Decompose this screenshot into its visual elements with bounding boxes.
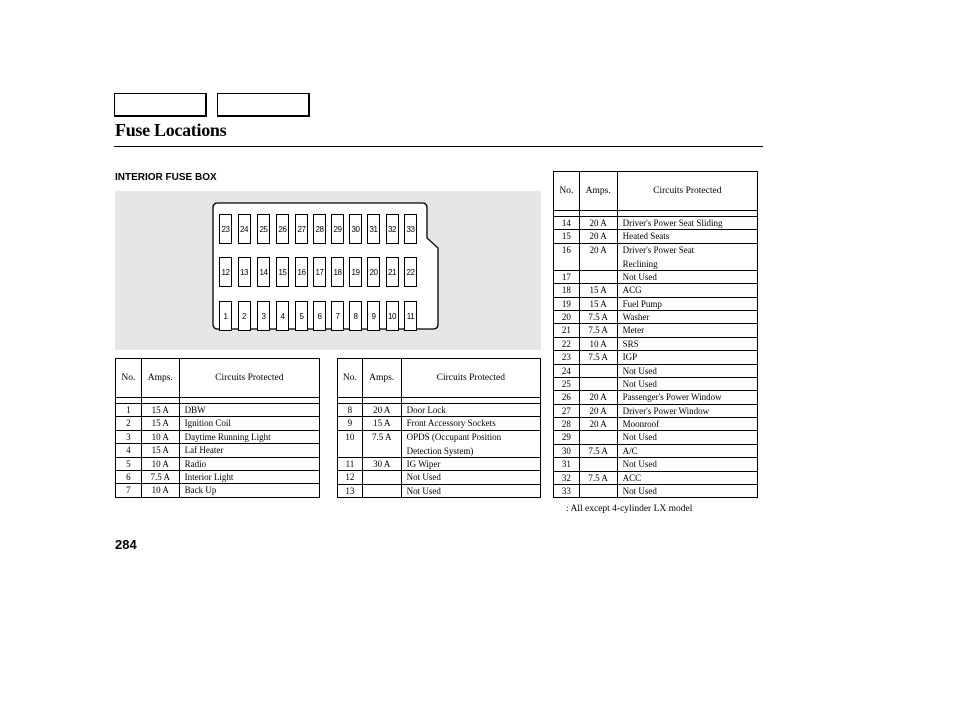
- circuit-line: Not Used: [622, 271, 657, 282]
- circuit-protected: [617, 310, 757, 323]
- fuse-number: 28: [554, 418, 580, 431]
- fuse-slot: 16: [295, 257, 308, 287]
- fuse-number: 1: [116, 404, 142, 417]
- circuit-protected: [179, 457, 319, 470]
- fuse-amps: 15 A: [579, 297, 617, 310]
- circuit-line: Not Used: [406, 472, 441, 483]
- circuit-protected: [617, 471, 757, 484]
- fuse-amps: 20 A: [579, 391, 617, 404]
- fuse-amps: 15 A: [141, 444, 179, 457]
- fuse-amps: 7.5 A: [579, 324, 617, 337]
- fuse-number: 5: [116, 457, 142, 470]
- fuse-slot: 15: [276, 257, 289, 287]
- fuse-amps: [579, 485, 617, 498]
- circuit-line-2: Reclining: [622, 258, 658, 269]
- fuse-amps: 20 A: [579, 404, 617, 417]
- circuit-protected: [617, 243, 757, 270]
- fuse-number: 26: [554, 391, 580, 404]
- fuse-number: 3: [116, 430, 142, 443]
- fuse-slot: 30: [349, 214, 362, 244]
- circuit-line: Meter: [622, 325, 645, 336]
- table-row: [338, 404, 541, 417]
- fuse-amps: 20 A: [362, 404, 401, 417]
- fuse-slot: 26: [276, 214, 289, 244]
- circuit-line: Washer: [622, 311, 650, 322]
- fuse-amps: [579, 431, 617, 444]
- table-row: [116, 470, 320, 483]
- fuse-amps: [362, 471, 401, 484]
- circuit-protected: [179, 470, 319, 483]
- fuse-number: 20: [554, 310, 580, 323]
- fuse-table-middle: [337, 358, 541, 498]
- fuse-slot: 31: [367, 214, 380, 244]
- fuse-amps: 10 A: [141, 430, 179, 443]
- fuse-slot: 10: [386, 301, 399, 331]
- nav-tab-2[interactable]: [217, 93, 310, 117]
- circuit-line: IG Wiper: [406, 458, 441, 469]
- circuit-line: Back Up: [184, 485, 217, 496]
- fuse-table-left: [115, 358, 320, 498]
- fuse-number: 22: [554, 337, 580, 350]
- fuse-amps: 7.5 A: [579, 444, 617, 457]
- circuit-protected: [401, 457, 540, 470]
- circuit-line: Laf Heater: [184, 445, 224, 456]
- fuse-amps: 20 A: [579, 217, 617, 230]
- circuit-line: Not Used: [622, 486, 657, 497]
- fuse-number: 8: [338, 404, 363, 417]
- fuse-amps: 10 A: [141, 484, 179, 497]
- circuit-protected: [179, 444, 319, 457]
- fuse-number: 23: [554, 351, 580, 364]
- col-header-no: No.: [116, 359, 142, 398]
- fuse-slot: 19: [349, 257, 362, 287]
- table-row: [554, 485, 758, 498]
- table-row: [554, 471, 758, 484]
- fuse-number: 25: [554, 377, 580, 390]
- fuse-number: 7: [116, 484, 142, 497]
- circuit-line: SRS: [622, 338, 639, 349]
- fuse-slot: 21: [386, 257, 399, 287]
- fuse-number: 9: [338, 417, 363, 430]
- circuit-line: Interior Light: [184, 471, 234, 482]
- fuse-amps: 7.5 A: [579, 310, 617, 323]
- circuit-line-2: Detection System): [406, 445, 474, 456]
- table-row: [554, 297, 758, 310]
- fuse-amps: [579, 364, 617, 377]
- fuse-amps: 15 A: [362, 417, 401, 430]
- circuit-protected: [401, 404, 540, 417]
- circuit-line: OPDS (Occupant Position: [406, 431, 502, 442]
- fuse-amps: 10 A: [579, 337, 617, 350]
- table-row: [116, 457, 320, 470]
- fuse-slot: 28: [313, 214, 326, 244]
- fuse-number: 11: [338, 457, 363, 470]
- circuit-protected: [617, 458, 757, 471]
- table-row: [116, 484, 320, 497]
- fuse-number: 13: [338, 484, 363, 497]
- circuit-line: IGP: [622, 352, 638, 363]
- table-row: [338, 471, 541, 484]
- table-row: [116, 430, 320, 443]
- circuit-line: Door Lock: [406, 405, 446, 415]
- table-row: [554, 458, 758, 471]
- fuse-slot: 29: [331, 214, 344, 244]
- fuse-slot: 4: [276, 301, 289, 331]
- col-header-circuits: Circuits Protected: [617, 172, 757, 211]
- circuit-protected: [617, 297, 757, 310]
- fuse-slot: 3: [257, 301, 270, 331]
- table-row: [554, 284, 758, 297]
- fuse-slot: 17: [313, 257, 326, 287]
- circuit-protected: [179, 404, 319, 417]
- fuse-amps: 7.5 A: [579, 351, 617, 364]
- circuit-protected: [617, 270, 757, 283]
- circuit-line: Daytime Running Light: [184, 431, 271, 442]
- title-divider: [114, 146, 763, 147]
- circuit-protected: [617, 485, 757, 498]
- fuse-box-diagram: [115, 191, 541, 350]
- circuit-protected: [617, 377, 757, 390]
- fuse-number: 18: [554, 284, 580, 297]
- circuit-line: Not Used: [622, 365, 657, 376]
- fuse-amps: 15 A: [579, 284, 617, 297]
- fuse-table-right: [553, 171, 758, 498]
- circuit-line: Driver's Power Seat: [622, 244, 695, 255]
- table-row: [116, 417, 320, 430]
- nav-tab-1[interactable]: [114, 93, 207, 117]
- fuse-amps: 10 A: [141, 457, 179, 470]
- circuit-protected: [617, 418, 757, 431]
- circuit-protected: [617, 217, 757, 230]
- fuse-number: 12: [338, 471, 363, 484]
- table-row: [554, 270, 758, 283]
- page-title: Fuse Locations: [115, 120, 227, 140]
- table-row: [554, 337, 758, 350]
- circuit-protected: [617, 404, 757, 417]
- circuit-protected: [617, 364, 757, 377]
- fuse-slot: 1: [219, 301, 232, 331]
- fuse-number: 27: [554, 404, 580, 417]
- circuit-protected: [401, 417, 540, 430]
- col-header-no: No.: [338, 359, 363, 398]
- fuse-slot: 5: [295, 301, 308, 331]
- table-row: [554, 230, 758, 243]
- fuse-amps: 7.5 A: [362, 430, 401, 457]
- table-row: [116, 444, 320, 457]
- fuse-slot: 23: [219, 214, 232, 244]
- fuse-amps: [362, 484, 401, 497]
- fuse-number: 14: [554, 217, 580, 230]
- fuse-amps: [579, 458, 617, 471]
- fuse-slot: 2: [238, 301, 251, 331]
- table-row: [116, 404, 320, 417]
- circuit-line: ACC: [622, 472, 642, 483]
- table-row: [338, 457, 541, 470]
- circuit-line: Heated Seats: [622, 231, 670, 242]
- fuse-slot: 25: [257, 214, 270, 244]
- fuse-number: 29: [554, 431, 580, 444]
- circuit-protected: [617, 391, 757, 404]
- circuit-line: Moonroof: [622, 419, 660, 430]
- fuse-slot: 7: [331, 301, 344, 331]
- circuit-line: Driver's Power Window: [622, 405, 710, 416]
- fuse-slot: 12: [219, 257, 232, 287]
- fuse-number: 10: [338, 430, 363, 457]
- col-header-amps: Amps.: [141, 359, 179, 398]
- table-row: [554, 391, 758, 404]
- circuit-protected: [401, 471, 540, 484]
- circuit-protected: [617, 431, 757, 444]
- table-row: [554, 377, 758, 390]
- col-header-no: No.: [554, 172, 580, 211]
- fuse-number: 2: [116, 417, 142, 430]
- fuse-amps: [579, 270, 617, 283]
- circuit-line: ACG: [622, 285, 642, 296]
- table-row: [554, 310, 758, 323]
- circuit-line: A/C: [622, 445, 638, 456]
- footnote: : All except 4-cylinder LX model: [566, 504, 693, 514]
- table-row: [554, 243, 758, 270]
- circuit-protected: [179, 484, 319, 497]
- fuse-number: 24: [554, 364, 580, 377]
- fuse-number: 15: [554, 230, 580, 243]
- circuit-line: DBW: [184, 405, 206, 415]
- fuse-slot: 11: [404, 301, 417, 331]
- circuit-protected: [179, 430, 319, 443]
- fuse-slot: 9: [367, 301, 380, 331]
- fuse-number: 21: [554, 324, 580, 337]
- section-label: INTERIOR FUSE BOX: [115, 172, 217, 183]
- fuse-number: 17: [554, 270, 580, 283]
- fuse-slot: 33: [404, 214, 417, 244]
- circuit-protected: [617, 230, 757, 243]
- table-row: [554, 324, 758, 337]
- fuse-amps: 15 A: [141, 417, 179, 430]
- fuse-number: 4: [116, 444, 142, 457]
- fuse-number: 16: [554, 243, 580, 270]
- circuit-line: Ignition Coil: [184, 418, 231, 429]
- col-header-amps: Amps.: [362, 359, 401, 398]
- circuit-protected: [617, 444, 757, 457]
- table-row: [554, 444, 758, 457]
- fuse-amps: [579, 377, 617, 390]
- circuit-protected: [401, 484, 540, 497]
- fuse-amps: 30 A: [362, 457, 401, 470]
- circuit-line: Not Used: [622, 432, 657, 443]
- fuse-number: 30: [554, 444, 580, 457]
- fuse-slot: 8: [349, 301, 362, 331]
- page-number: 284: [115, 537, 137, 552]
- fuse-slot: 32: [386, 214, 399, 244]
- fuse-slot: 20: [367, 257, 380, 287]
- fuse-amps: 20 A: [579, 418, 617, 431]
- col-header-amps: Amps.: [579, 172, 617, 211]
- table-row: [554, 418, 758, 431]
- table-row: [554, 431, 758, 444]
- circuit-protected: [179, 417, 319, 430]
- fuse-number: 32: [554, 471, 580, 484]
- table-row: [338, 430, 541, 457]
- fuse-amps: 7.5 A: [579, 471, 617, 484]
- fuse-amps: 15 A: [141, 404, 179, 417]
- circuit-protected: [617, 284, 757, 297]
- fuse-slot: 22: [404, 257, 417, 287]
- table-row: [338, 417, 541, 430]
- circuit-line: Driver's Power Seat Sliding: [622, 218, 723, 228]
- circuit-protected: [617, 351, 757, 364]
- fuse-slot: 14: [257, 257, 270, 287]
- table-row: [554, 404, 758, 417]
- circuit-line: Not Used: [622, 459, 657, 470]
- table-row: [554, 217, 758, 230]
- fuse-number: 31: [554, 458, 580, 471]
- circuit-line: Passenger's Power Window: [622, 392, 722, 403]
- col-header-circuits: Circuits Protected: [401, 359, 540, 398]
- fuse-slot: 6: [313, 301, 326, 331]
- fuse-slot: 27: [295, 214, 308, 244]
- circuit-line: Not Used: [622, 378, 657, 389]
- table-row: [554, 351, 758, 364]
- table-row: [554, 364, 758, 377]
- circuit-line: Front Accessory Sockets: [406, 418, 496, 429]
- fuse-number: 33: [554, 485, 580, 498]
- fuse-slot: 24: [238, 214, 251, 244]
- fuse-number: 19: [554, 297, 580, 310]
- table-row: [338, 484, 541, 497]
- fuse-slot: 13: [238, 257, 251, 287]
- circuit-protected: [617, 337, 757, 350]
- circuit-protected: [401, 430, 540, 457]
- circuit-line: Fuel Pump: [622, 298, 662, 309]
- fuse-slot: 18: [331, 257, 344, 287]
- circuit-line: Not Used: [406, 485, 441, 496]
- fuse-number: 6: [116, 470, 142, 483]
- circuit-protected: [617, 324, 757, 337]
- fuse-amps: 20 A: [579, 230, 617, 243]
- col-header-circuits: Circuits Protected: [179, 359, 319, 398]
- circuit-line: Radio: [184, 458, 207, 469]
- fuse-amps: 20 A: [579, 243, 617, 270]
- fuse-amps: 7.5 A: [141, 470, 179, 483]
